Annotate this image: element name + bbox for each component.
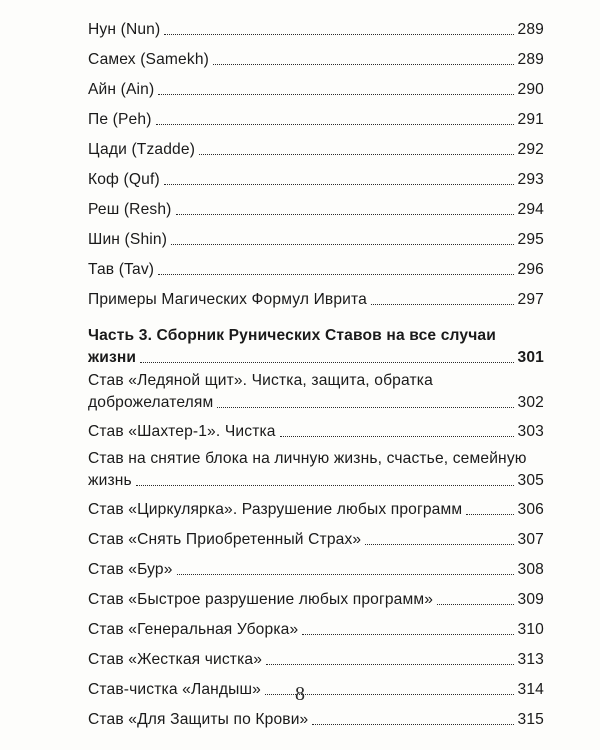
- toc-entry-title-line-2: доброжелателям: [88, 393, 214, 411]
- toc-entry-title: Став «Снять Приобретенный Страх»: [88, 530, 362, 548]
- toc-entry: [88, 44, 544, 74]
- toc-entry-title: Айн (Ain): [88, 80, 155, 98]
- toc-entry-page: 294: [517, 200, 544, 218]
- dot-leader: [156, 124, 514, 125]
- toc-entry: [88, 254, 544, 284]
- toc-entry-title: Примеры Магических Формул Иврита: [88, 290, 367, 308]
- page-number: 8: [295, 683, 305, 705]
- toc-entry: [88, 224, 544, 254]
- toc-entry-page: 310: [517, 620, 544, 638]
- dot-leader: [437, 604, 513, 605]
- toc-entry: [88, 371, 544, 413]
- dot-leader: [171, 244, 513, 245]
- toc-entry: [88, 494, 544, 524]
- toc-entry-page: 289: [517, 50, 544, 68]
- dot-leader: [266, 664, 513, 665]
- toc-entry-page: 307: [517, 530, 544, 548]
- toc-entry-page: 293: [517, 170, 544, 188]
- dot-leader: [164, 34, 513, 35]
- toc-entry-page: 292: [517, 140, 544, 158]
- toc-entry-title: Став «Шахтер-1». Чистка: [88, 422, 276, 440]
- toc-entry-title-line-2: жизнь: [88, 471, 132, 489]
- toc-entry-page: 297: [517, 290, 544, 308]
- toc-entry: [88, 449, 544, 491]
- part-heading-last-line: [88, 346, 544, 368]
- toc-entry-title-line-1: Став «Ледяной щит». Чистка, защита, обратка: [88, 372, 433, 389]
- toc-entry-page: 305: [517, 471, 544, 489]
- part-heading-line-2: жизни: [88, 348, 137, 366]
- toc-entry-title: Став «Бур»: [88, 560, 173, 578]
- toc-entry-page: 302: [517, 393, 544, 411]
- toc-entry-title: Самех (Samekh): [88, 50, 209, 68]
- dot-leader: [199, 154, 513, 155]
- toc-entry-page: 289: [517, 20, 544, 38]
- toc-entry-title: Став «Генеральная Уборка»: [88, 620, 299, 638]
- part-heading-line-1: Часть 3. Сборник Рунических Ставов на все случаи: [88, 327, 496, 344]
- dot-leader: [213, 64, 514, 65]
- toc-entry: [88, 524, 544, 554]
- toc-entry-page: 306: [517, 500, 544, 518]
- dot-leader: [466, 514, 513, 515]
- toc-entry-title: Нун (Nun): [88, 20, 161, 38]
- toc-entry: [88, 134, 544, 164]
- toc-entry-last-line: [88, 469, 544, 491]
- dot-leader: [164, 184, 514, 185]
- dot-leader: [136, 485, 514, 486]
- toc-entry-title: Реш (Resh): [88, 200, 172, 218]
- toc-entry-page: 309: [517, 590, 544, 608]
- toc-entry-page: 295: [517, 230, 544, 248]
- toc-entry-title: Тав (Tav): [88, 260, 155, 278]
- dot-leader: [158, 94, 513, 95]
- toc-entry: [88, 704, 544, 734]
- toc-entry: [88, 164, 544, 194]
- toc-entry-title: Став-чистка «Ландыш»: [88, 680, 262, 698]
- dot-leader: [217, 407, 513, 408]
- dot-leader: [140, 362, 513, 363]
- toc-entry: [88, 14, 544, 44]
- toc-entry: [88, 554, 544, 584]
- toc-entry-page: 314: [517, 680, 544, 698]
- dot-leader: [365, 544, 513, 545]
- table-of-contents: [88, 14, 544, 734]
- toc-entry-title: Шин (Shin): [88, 230, 168, 248]
- toc-entry-page: 308: [517, 560, 544, 578]
- dot-leader: [176, 214, 514, 215]
- toc-entry-title: Пе (Peh): [88, 110, 152, 128]
- toc-entry: [88, 104, 544, 134]
- toc-entry: [88, 584, 544, 614]
- toc-entry: [88, 614, 544, 644]
- dot-leader: [280, 436, 514, 437]
- dot-leader: [158, 274, 513, 275]
- dot-leader: [177, 574, 514, 575]
- toc-entry: [88, 74, 544, 104]
- toc-entry-page: 301: [517, 348, 544, 366]
- dot-leader: [312, 724, 513, 725]
- toc-entry: [88, 644, 544, 674]
- toc-entry-page: 313: [517, 650, 544, 668]
- toc-entry-page: 315: [517, 710, 544, 728]
- toc-entry-page: 303: [517, 422, 544, 440]
- toc-entry-page: 296: [517, 260, 544, 278]
- toc-entry-page: 291: [517, 110, 544, 128]
- toc-entry: [88, 194, 544, 224]
- toc-entry-page: 290: [517, 80, 544, 98]
- toc-entry-title: Став «Циркулярка». Разрушение любых программ: [88, 500, 463, 518]
- toc-entry-title: Цади (Tzadde): [88, 140, 196, 158]
- dot-leader: [371, 304, 514, 305]
- toc-part-heading: [88, 326, 544, 368]
- toc-entry-title: Став «Жесткая чистка»: [88, 650, 263, 668]
- toc-entry-title: Став «Быстрое разрушение любых программ»: [88, 590, 434, 608]
- toc-entry: [88, 416, 544, 446]
- toc-entry-title: Коф (Quf): [88, 170, 160, 188]
- toc-entry-last-line: [88, 391, 544, 413]
- toc-entry: [88, 284, 544, 314]
- toc-entry-title: Став «Для Защиты по Крови»: [88, 710, 309, 728]
- dot-leader: [302, 634, 513, 635]
- toc-entry-title-line-1: Став на снятие блока на личную жизнь, счастье, семейную: [88, 450, 527, 467]
